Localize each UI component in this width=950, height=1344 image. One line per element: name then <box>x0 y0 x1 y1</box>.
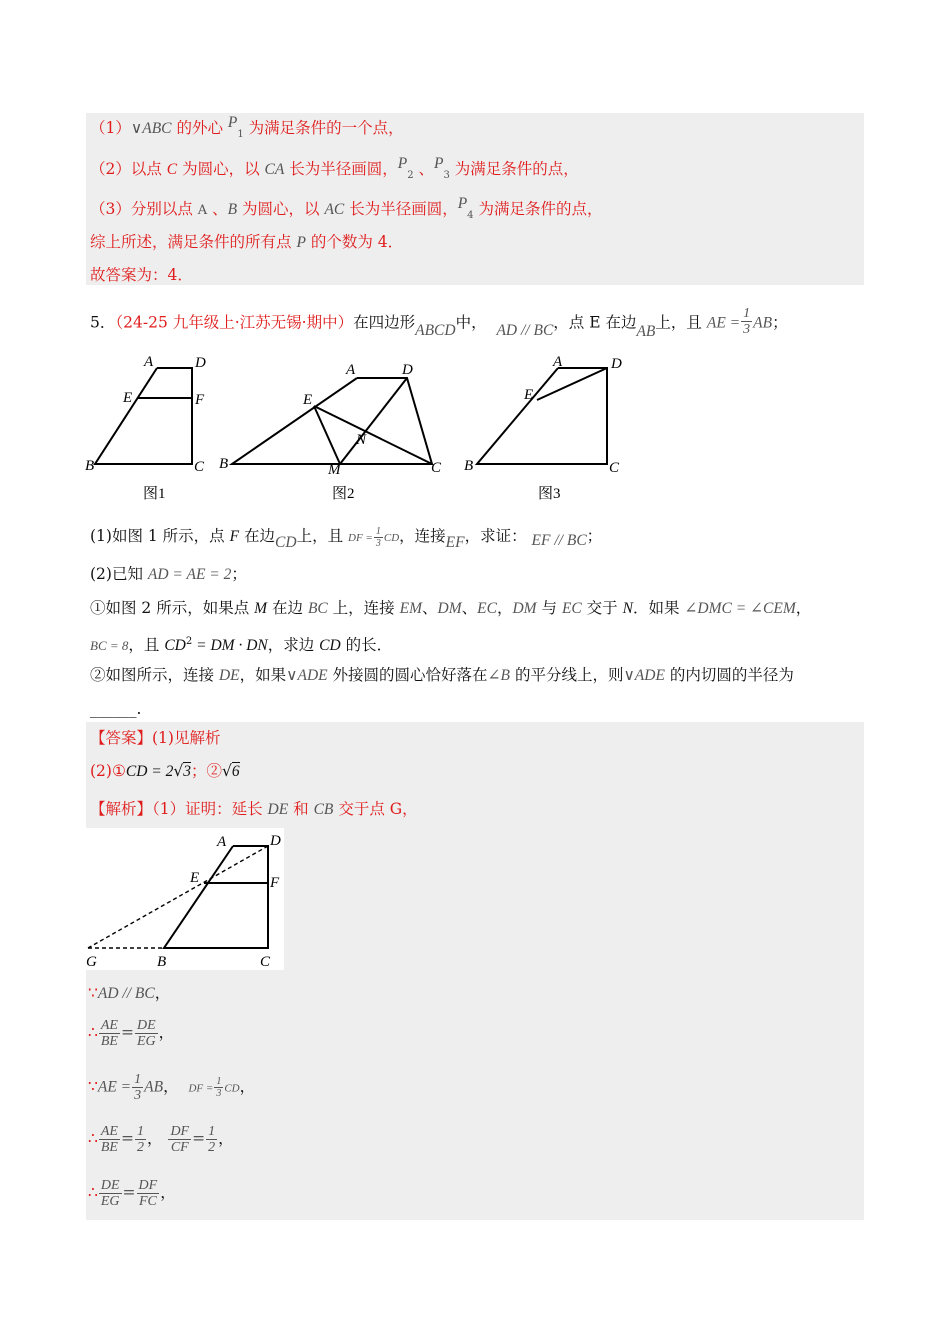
fig4-label-E: E <box>190 870 200 886</box>
question-2-1: ①如图 2 所示，如果点 M 在边 BC 上，连接 EM、DM、EC，DM 与 EC 交于 N．如果 ∠DMC = ∠CEM， <box>90 599 812 617</box>
fig1-label-B: B <box>85 458 95 474</box>
fig2-caption: 图2 <box>332 486 355 502</box>
answer-line-2: (2)①CD = 2√3；②√6 <box>90 762 240 780</box>
step-3: ∵AE = $\frac{1}{3}$ AB， DF = $\frac{1}{3}$ CD， <box>88 1072 256 1103</box>
fig4-label-G: G <box>86 954 97 970</box>
answer-line-1: 【答案】(1)见解析 <box>90 729 221 747</box>
step-5: ∴ $\frac{DE}{EG}$ = $\frac{DF}{FC}$ ， <box>88 1178 176 1209</box>
step-1: ∵AD // BC， <box>88 984 171 1002</box>
fig1-label-D: D <box>195 355 206 371</box>
fig2-label-D: D <box>402 362 413 378</box>
step-4: ∴ $\frac{AE}{BE}$ = $\frac{1}{2}$ ， $\frac{DF}{CF}$ = $\frac{1}{2}$ ， <box>88 1124 234 1155</box>
fig2-label-B: B <box>219 456 229 472</box>
fig3-label-B: B <box>464 458 474 474</box>
prev-line-5: 故答案为：4． <box>90 266 193 284</box>
question-1: (1)如图 1 所示，点 F 在边CD上，且 DF = $\frac{1}{3}$ CD，连接EF，求证： EF // BC； <box>90 525 603 551</box>
answer-blank: ______. <box>90 700 142 718</box>
fig3-caption: 图3 <box>538 486 561 502</box>
problem-statement: 5．（24-25 九年级上·江苏无锡·期中）在四边形ABCD中， AD // BC，点 E 在边AB上，且 AE = $\frac{1}{3}$ AB； <box>90 306 788 340</box>
fig1-caption: 图1 <box>143 486 166 502</box>
figure-4 <box>86 828 286 973</box>
fig2-label-E: E <box>303 392 313 408</box>
prev-line-1: （1）∨ABC 的外心 $P_1$ 为满足条件的一个点， <box>90 114 404 141</box>
fig3-label-E: E <box>524 387 534 403</box>
fig2-label-M: M <box>328 462 341 478</box>
fig2-label-C: C <box>431 460 442 476</box>
question-2: (2)已知 AD = AE = 2； <box>90 565 247 583</box>
fig4-label-F: F <box>270 875 280 891</box>
question-2-2: ②如图所示，连接 DE，如果∨ADE 外接圆的圆心恰好落在∠B 的平分线上，则∨ADE 的内切圆的半径为 <box>90 666 794 684</box>
fig2-label-N: N <box>356 432 367 448</box>
answer-line-3: 【解析】（1）证明：延长 DE 和 CB 交于点 G， <box>90 800 418 818</box>
fig4-label-C: C <box>260 954 271 970</box>
fig3-label-C: C <box>609 460 620 476</box>
fig4-label-A: A <box>217 834 227 850</box>
fig1-label-F: F <box>195 392 205 408</box>
figures-1-3 <box>80 348 640 508</box>
fig1-label-E: E <box>123 390 133 406</box>
figure-2 <box>232 378 432 464</box>
fig1-label-A: A <box>144 354 154 370</box>
question-2-1-cont: BC = 8，且 $CD^2$ = DM · DN，求边 CD 的长． <box>90 636 393 655</box>
fig1-label-C: C <box>194 459 205 475</box>
prev-line-4: 综上所述，满足条件的所有点 P 的个数为 4． <box>90 233 404 251</box>
fig4-label-D: D <box>270 833 281 849</box>
prev-line-2: （2）以点 C 为圆心，以 CA 长为半径画圆，$P_2$ 、$P_3$ 为满足条件的点， <box>90 155 579 182</box>
prev-line-3: （3）分别以点 A 、B 为圆心，以 AC 长为半径画圆，$P_4$ 为满足条件的点， <box>90 195 603 222</box>
fig3-label-A: A <box>553 354 563 370</box>
fig4-label-B: B <box>157 954 167 970</box>
figure-1 <box>95 368 192 464</box>
fig3-label-D: D <box>611 356 622 372</box>
fig2-label-A: A <box>346 362 356 378</box>
figure-3 <box>477 368 607 464</box>
step-2: ∴ $\frac{AE}{BE}$ = $\frac{DE}{EG}$ ， <box>88 1018 175 1049</box>
